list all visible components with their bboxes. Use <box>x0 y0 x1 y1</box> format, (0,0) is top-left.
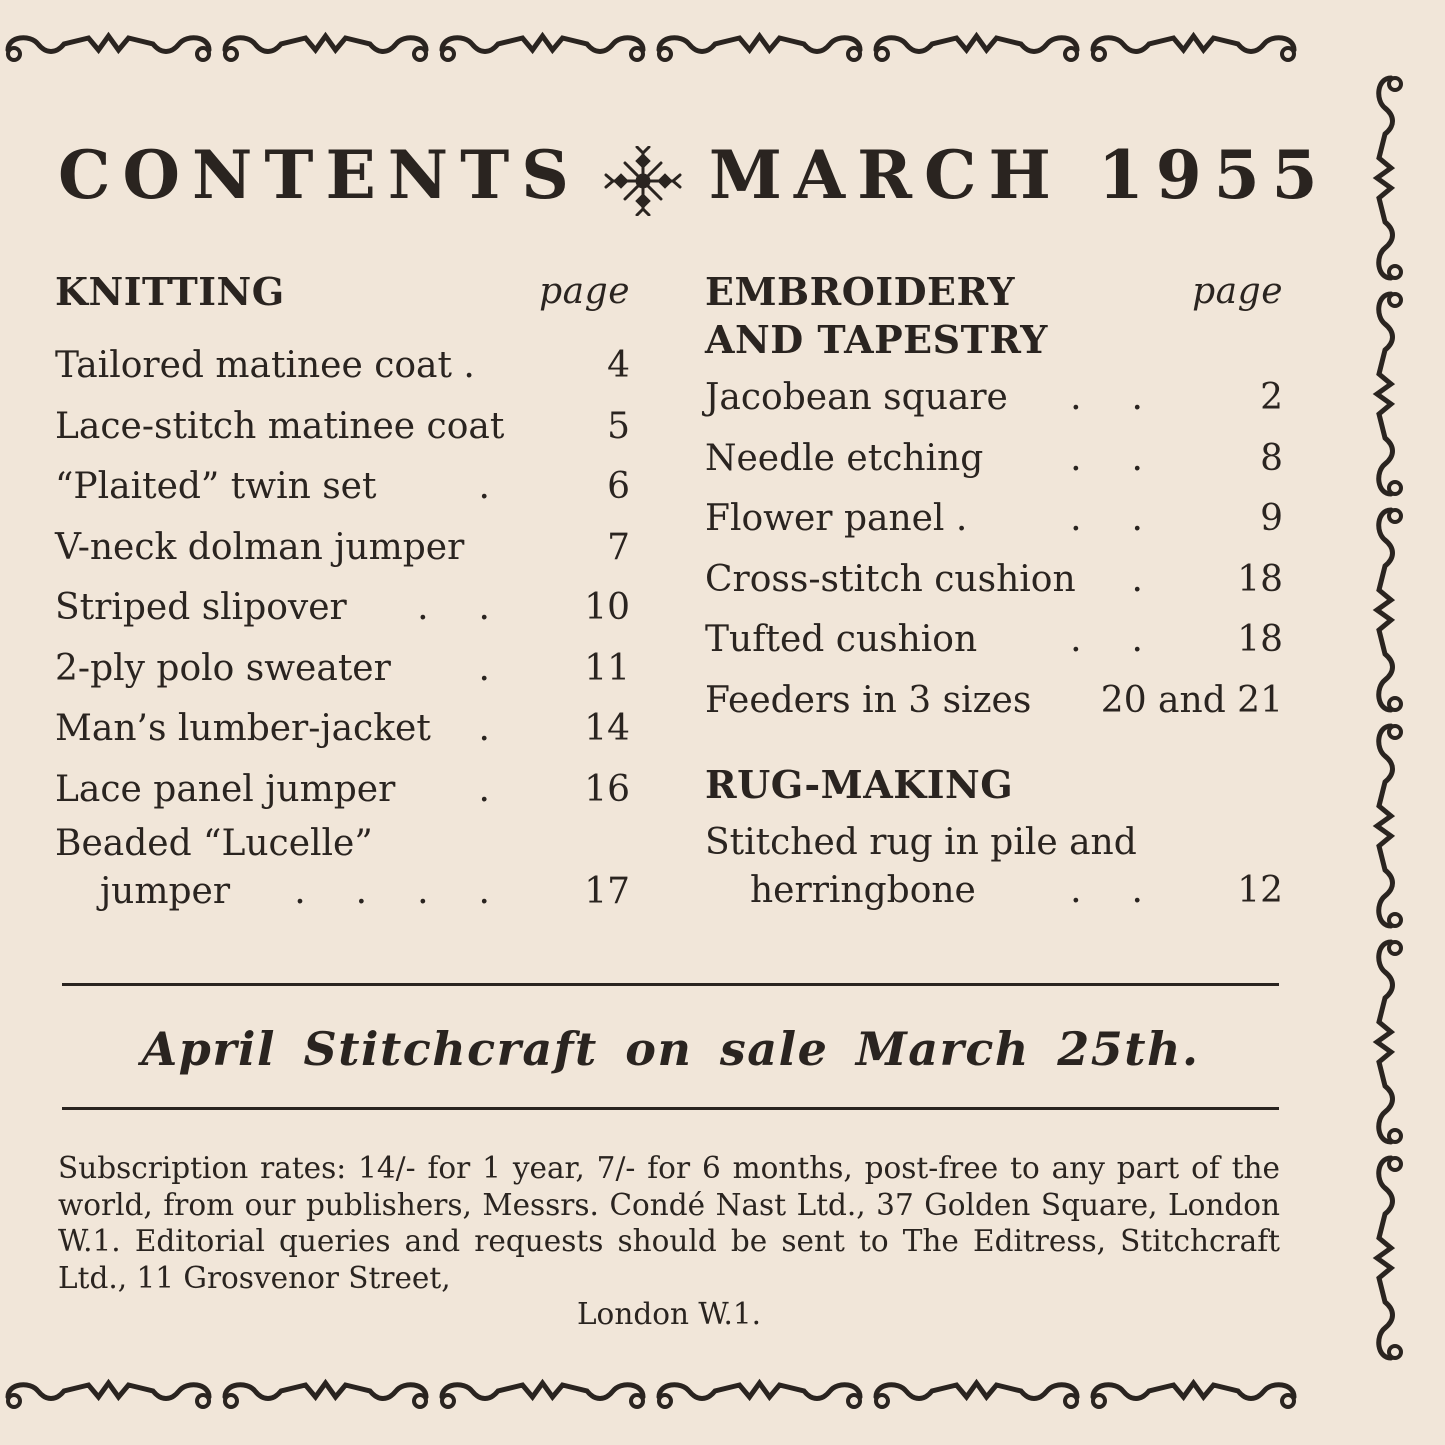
entry-title: Cross-stitch cushion <box>705 558 1076 600</box>
contents-entry <box>55 457 630 518</box>
knitting-heading <box>55 268 630 316</box>
entry-title: Stitched rug in pile and <box>705 822 1137 863</box>
entry-title: Jacobean square <box>705 377 1008 418</box>
entry-title: “Plaited” twin set <box>55 466 377 507</box>
entry-page-number: 20 and 21 <box>1100 679 1283 721</box>
leader-dots: .. <box>1070 437 1193 479</box>
entry-page-number: 9 <box>1260 498 1283 539</box>
divider-bottom <box>62 1107 1279 1110</box>
entry-page-number: 7 <box>607 526 630 568</box>
entry-title: Tailored matinee coat . <box>55 345 475 386</box>
leader-dots: .... <box>294 871 540 912</box>
entry-page-number: 18 <box>1237 619 1283 660</box>
rug-heading: RUG-MAKING <box>705 762 1014 807</box>
contents-entry <box>705 671 1283 732</box>
leader-dots: . <box>1131 558 1193 600</box>
leader-dots: .. <box>417 587 540 628</box>
scroll-border-right <box>1355 70 1415 1370</box>
title-date: MARCH 1955 <box>708 136 1330 214</box>
subscription-text: Subscription rates: 14/- for 1 year, 7/- for 6 months, post-free to any part of the world, from our publishers, Messrs. Condé Nast Ltd., 37 Golden Square, London W.1. Editorial queries and requests should be sent to The Editress, Stitchcraft Ltd., 11 Grosvenor Street, <box>58 1151 1280 1295</box>
scroll-border-top <box>0 28 1410 68</box>
entry-title: Flower panel . <box>705 498 968 539</box>
leader-dots: .. <box>1070 498 1193 539</box>
entry-page-number: 10 <box>584 587 630 628</box>
contents-entry <box>55 639 630 700</box>
contents-entry <box>55 820 630 922</box>
embroidery-heading-line2: AND TAPESTRY <box>705 317 1048 362</box>
entry-title: Man’s lumber-jacket <box>55 708 431 749</box>
entry-title: Striped slipover <box>55 587 347 628</box>
entry-title-continued: jumper <box>100 871 231 912</box>
page-label: page <box>539 271 630 312</box>
contents-entry <box>705 429 1283 490</box>
contents-entry <box>705 489 1283 550</box>
contents-entry <box>55 578 630 639</box>
knitting-list <box>55 336 630 922</box>
entry-page-number: 6 <box>607 466 630 507</box>
entry-title: Lace panel jumper <box>55 768 396 810</box>
contents-entry <box>705 368 1283 429</box>
entry-title: Tufted cushion <box>705 619 978 660</box>
entry-title-continued: herringbone <box>750 870 976 911</box>
entry-title: Beaded “Lucelle” <box>55 823 373 864</box>
entry-page-number: 17 <box>584 871 630 912</box>
entry-page-number: 8 <box>1260 437 1283 479</box>
entry-title: Lace-stitch matinee coat <box>55 405 505 447</box>
divider-top <box>62 983 1279 986</box>
rug-list <box>705 819 1283 921</box>
contents-entry <box>55 699 630 760</box>
contents-entry <box>55 336 630 397</box>
entry-title: V-neck dolman jumper <box>55 526 465 568</box>
next-issue-announcement: April Stitchcraft on sale March 25th. <box>141 1022 1200 1076</box>
entry-page-number: 4 <box>607 345 630 386</box>
knitting-section <box>55 268 630 922</box>
subscription-address-line: London W.1. <box>576 1297 762 1331</box>
title-contents: CONTENTS <box>58 136 581 214</box>
contents-entry <box>705 550 1283 611</box>
entry-page-number: 14 <box>584 708 630 749</box>
subscription-notice <box>58 1150 1280 1333</box>
leader-dots: . <box>478 708 540 749</box>
entry-page-number: 5 <box>607 405 630 447</box>
contents-entry <box>705 610 1283 671</box>
leader-dots: .. <box>1070 377 1193 418</box>
entry-page-number: 18 <box>1237 558 1283 600</box>
scroll-border-bottom <box>0 1375 1410 1415</box>
contents-entry <box>55 760 630 821</box>
entry-page-number: 11 <box>584 647 630 689</box>
contents-entry <box>55 397 630 458</box>
leader-dots: . <box>478 466 540 507</box>
knitting-heading-text: KNITTING <box>55 269 285 314</box>
entry-page-number: 2 <box>1260 377 1283 418</box>
entry-title: Feeders in 3 sizes <box>705 679 1032 721</box>
page-title <box>58 135 1330 216</box>
page-label: page <box>1192 271 1283 312</box>
embroidery-list <box>705 368 1283 731</box>
embroidery-section <box>705 268 1283 921</box>
leader-dots: .. <box>1070 870 1193 911</box>
leader-dots: . <box>478 647 540 689</box>
snowflake-ornament-icon <box>603 146 683 216</box>
embroidery-heading <box>705 268 1283 316</box>
entry-title: 2-ply polo sweater <box>55 647 391 689</box>
contents-entry <box>55 518 630 579</box>
entry-title: Needle etching <box>705 437 984 479</box>
contents-entry <box>705 819 1283 921</box>
embroidery-heading-text: EMBROIDERY <box>705 269 1016 314</box>
entry-page-number: 12 <box>1237 870 1283 911</box>
leader-dots: . <box>478 768 540 810</box>
entry-page-number: 16 <box>584 768 630 810</box>
leader-dots: .. <box>1070 619 1193 660</box>
